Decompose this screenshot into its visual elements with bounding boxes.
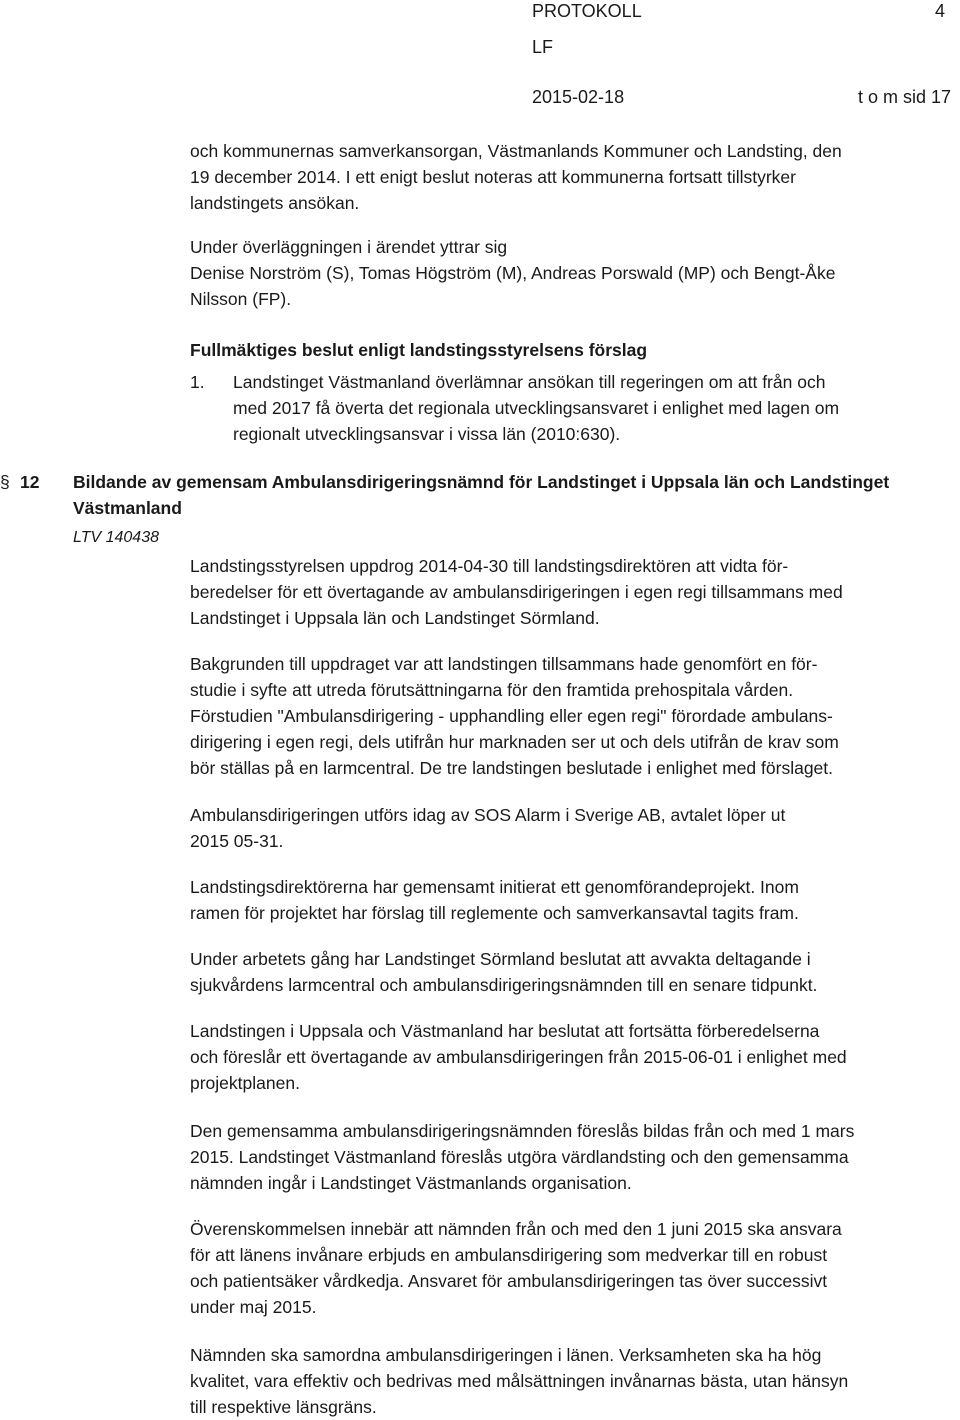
decision-item-number: 1. bbox=[190, 372, 205, 392]
body-paragraph bbox=[190, 1216, 950, 1320]
decision-item-text bbox=[233, 369, 953, 447]
text-line: beredelser för ett övertagande av ambulansdirigeringen i egen regi tillsammans med bbox=[190, 582, 843, 602]
body-paragraph bbox=[190, 553, 950, 631]
text-line: och föreslår ett övertagande av ambulansdirigeringen från 2015-06-01 i enlighet med bbox=[190, 1047, 847, 1067]
text-line: studie i syfte att utreda förutsättningarna för den framtida prehospitala vården. bbox=[190, 680, 794, 700]
debate-paragraph bbox=[190, 234, 950, 312]
text-line: regionalt utvecklingsansvar i vissa län (2010:630). bbox=[233, 424, 621, 444]
text-line: under maj 2015. bbox=[190, 1297, 317, 1317]
text-line: Landstingen i Uppsala och Västmanland har beslutat att fortsätta förberedelserna bbox=[190, 1021, 820, 1041]
text-line: Under överläggningen i ärendet yttrar sig bbox=[190, 237, 508, 257]
text-line: dirigering i egen regi, dels utifrån hur marknaden ser ut och dels utifrån de krav som bbox=[190, 732, 839, 752]
section-symbol: § bbox=[0, 472, 10, 492]
text-line: projektplanen. bbox=[190, 1073, 300, 1093]
text-line: Landstingsstyrelsen uppdrog 2014-04-30 till landstingsdirektören att vidta för- bbox=[190, 556, 789, 576]
text-line: Under arbetets gång har Landstinget Sörmland beslutat att avvakta deltagande i bbox=[190, 949, 811, 969]
body-paragraph bbox=[190, 874, 950, 926]
text-line: 19 december 2014. I ett enigt beslut noteras att kommunerna fortsatt tillstyrker bbox=[190, 167, 796, 187]
text-line: landstingets ansökan. bbox=[190, 193, 360, 213]
page-range: t o m sid 17 bbox=[858, 87, 952, 107]
text-line: Den gemensamma ambulansdirigeringsnämnden föreslås bildas från och med 1 mars bbox=[190, 1121, 855, 1141]
body-paragraph bbox=[190, 802, 950, 854]
page-number: 4 bbox=[935, 1, 946, 21]
section-title bbox=[73, 469, 953, 521]
text-line: Förstudien "Ambulansdirigering - upphandling eller egen regi" förordade ambulans- bbox=[190, 706, 833, 726]
text-line: Nilsson (FP). bbox=[190, 289, 292, 309]
decision-heading: Fullmäktiges beslut enligt landstingsstyrelsens förslag bbox=[190, 340, 648, 360]
section-reference: LTV 140438 bbox=[73, 529, 159, 546]
text-line: Landstinget i Uppsala län och Landstinget Sörmland. bbox=[190, 608, 600, 628]
body-paragraph bbox=[190, 1018, 950, 1096]
text-line: och kommunernas samverkansorgan, Västmanlands Kommuner och Landsting, den bbox=[190, 141, 842, 161]
text-line: till respektive länsgräns. bbox=[190, 1397, 377, 1417]
text-line: sjukvårdens larmcentral och ambulansdirigeringsnämnden till en senare tidpunkt. bbox=[190, 975, 818, 995]
title-line: Bildande av gemensam Ambulansdirigeringsnämnd för Landstinget i Uppsala län och Landstinget bbox=[73, 472, 890, 492]
section-number: 12 bbox=[20, 472, 40, 492]
title-line: Västmanland bbox=[73, 498, 182, 518]
body-paragraph bbox=[190, 946, 950, 998]
text-line: och patientsäker vårdkedja. Ansvaret för ambulansdirigeringen tas över successivt bbox=[190, 1271, 828, 1291]
text-line: 2015. Landstinget Västmanland föreslås utgöra värdlandsting och den gemensamma bbox=[190, 1147, 849, 1167]
text-line: med 2017 få överta det regionala utvecklingsansvaret i enlighet med lagen om bbox=[233, 398, 840, 418]
document-date: 2015-02-18 bbox=[532, 87, 625, 107]
document-type: PROTOKOLL bbox=[532, 1, 642, 21]
text-line: Landstingsdirektörerna har gemensamt initierat ett genomförandeprojekt. Inom bbox=[190, 877, 799, 897]
text-line: nämnden ingår i Landstinget Västmanlands organisation. bbox=[190, 1173, 632, 1193]
text-line: Nämnden ska samordna ambulansdirigeringen i länen. Verksamheten ska ha hög bbox=[190, 1345, 822, 1365]
text-line: Överenskommelsen innebär att nämnden från och med den 1 juni 2015 ska ansvara bbox=[190, 1219, 842, 1239]
text-line: kvalitet, vara effektiv och bedrivas med målsättningen invånarnas bästa, utan hänsyn bbox=[190, 1371, 849, 1391]
body-paragraph bbox=[190, 1342, 950, 1420]
text-line: för att länens invånare erbjuds en ambulansdirigering som medverkar till en robust bbox=[190, 1245, 828, 1265]
text-line: bör ställas på en larmcentral. De tre landstingen beslutade i enlighet med förslaget. bbox=[190, 758, 834, 778]
intro-paragraph bbox=[190, 138, 950, 216]
text-line: Ambulansdirigeringen utförs idag av SOS Alarm i Sverige AB, avtalet löper ut bbox=[190, 805, 786, 825]
text-line: Bakgrunden till uppdraget var att landstingen tillsammans hade genomfört en för- bbox=[190, 654, 818, 674]
text-line: Landstinget Västmanland överlämnar ansökan till regeringen om att från och bbox=[233, 372, 826, 392]
text-line: 2015 05-31. bbox=[190, 831, 284, 851]
body-paragraph bbox=[190, 1118, 950, 1196]
text-line: ramen för projektet har förslag till reglemente och samverkansavtal tagits fram. bbox=[190, 903, 799, 923]
body-paragraph bbox=[190, 651, 950, 781]
text-line: Denise Norström (S), Tomas Högström (M), Andreas Porswald (MP) och Bengt-Åke bbox=[190, 263, 836, 283]
organization-code: LF bbox=[532, 37, 554, 57]
